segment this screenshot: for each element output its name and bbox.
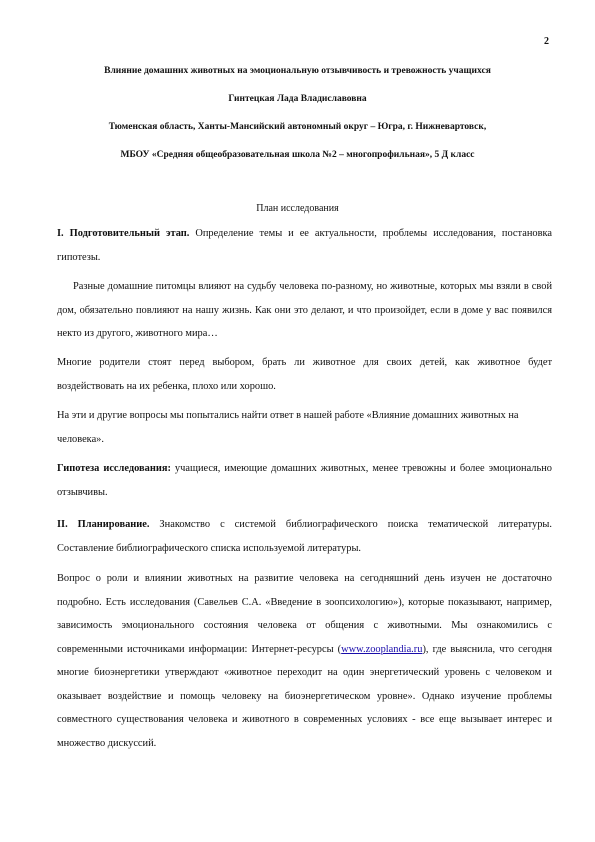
- region-line: Тюменская область, Ханты-Мансийский автономный округ – Югра, г. Нижневартовск,: [108, 122, 487, 132]
- stage1-label: I. Подготовительный этап.: [57, 228, 190, 239]
- parents-paragraph: Многие родители стоят перед выбором, брать ли животное для своих детей, как животное будет воздействовать на их ребенка, плохо или хорошо.: [57, 357, 552, 392]
- stage1-text: Определение темы и ее актуальности, проблемы исследования, постановка гипотезы.: [57, 228, 552, 263]
- research-text-before-link: Вопрос о роли и влиянии животных на развитие человека на сегодняшний день изучен не достаточно подробно. Есть исследования (Савельев С.А. «Введение в зоопсихологию»), которые показывают, например, зависимость эмоционального состояния человека от общения с животными. Мы ознакомились с современными источниками информации: Интернет-ресурсы (: [57, 573, 552, 655]
- stage2-paragraph: [57, 513, 552, 560]
- stage2-text: Знакомство с системой библиографического поиска тематической литературы. Составление библиографического списка используемой литературы.: [57, 519, 552, 554]
- plan-title: План исследования: [256, 203, 339, 214]
- zooplandia-link[interactable]: www.zooplandia.ru: [341, 643, 423, 655]
- document-title: Влияние домашних животных на эмоциональную отзывчивость и тревожность учащихся: [104, 66, 491, 76]
- school-line: МБОУ «Средняя общеобразовательная школа №2 – многопрофильная», 5 Д класс: [120, 150, 475, 160]
- stage2-label: II. Планирование.: [57, 519, 150, 530]
- hypothesis-label: Гипотеза исследования:: [57, 463, 171, 474]
- research-text-after-link: ), где выяснила, что сегодня многие биоэнергетики утверждают «животное переходит на один энергетический уровень с человеком и оказывает воздействие и помощь человеку на биоэнергетическом уровне». Однако изучение проблемы совместного существования человека и животного в современных условиях - все еще вызывает интерес и множество дискуссий.: [57, 643, 552, 749]
- hypothesis-text: учащиеся, имеющие домашних животных, менее тревожны и более эмоционально отзывчивы.: [57, 463, 552, 498]
- author-name: Гинтецкая Лада Владиславовна: [228, 94, 367, 104]
- page-number: 2: [544, 36, 549, 47]
- pets-paragraph: Разные домашние питомцы влияют на судьбу человека по-разному, но животные, которых мы взяли в свой дом, обязательно повлияют на нашу жизнь. Как они это делают, и что произойдет, если в доме у вас появился некто из другого, животного мира…: [57, 281, 552, 339]
- hypothesis-paragraph: [57, 457, 552, 504]
- questions-paragraph: На эти и другие вопросы мы попытались найти ответ в нашей работе «Влияние домашних животных на человека».: [57, 410, 519, 445]
- research-paragraph: [57, 567, 552, 755]
- stage1-paragraph: [57, 222, 552, 269]
